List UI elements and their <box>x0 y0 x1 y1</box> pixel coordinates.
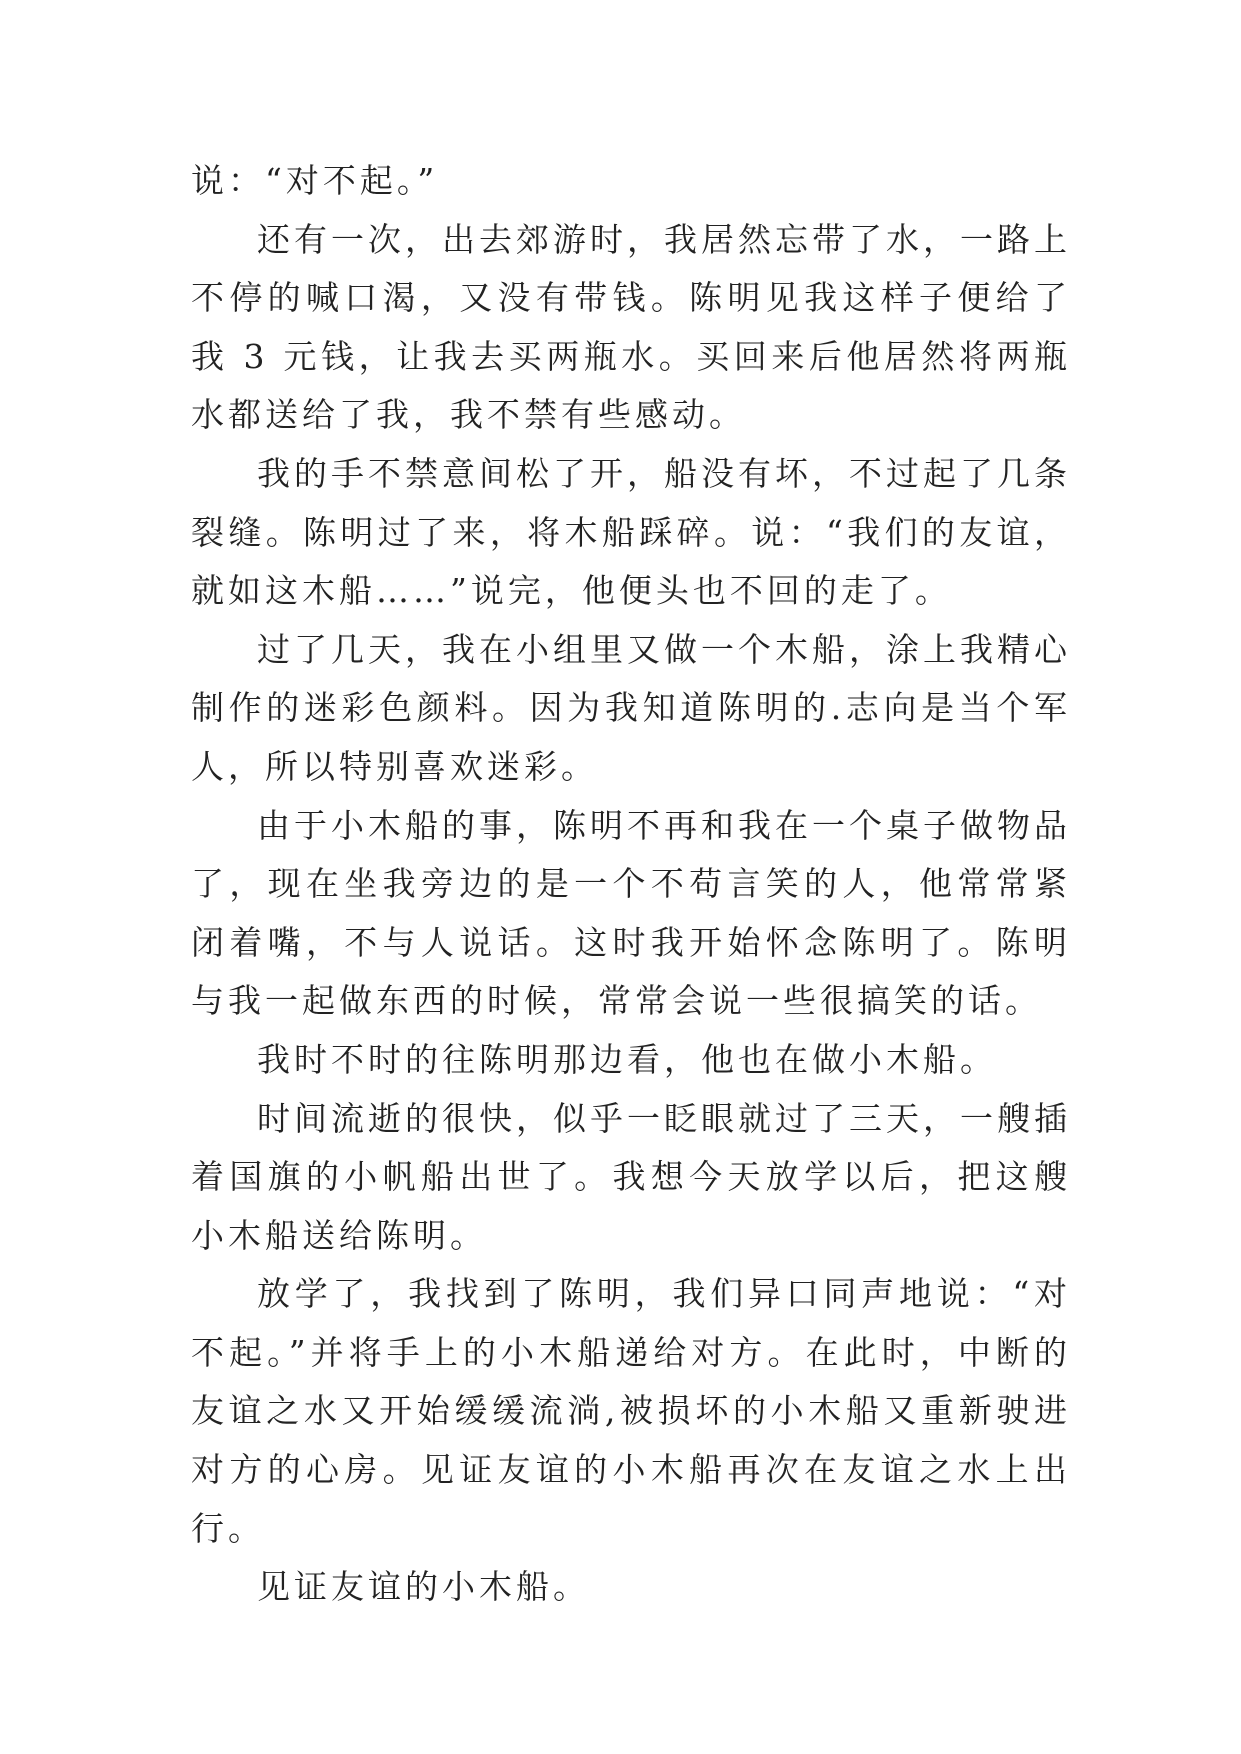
paragraph: 放学了，我找到了陈明，我们异口同声地说：“对不起。”并将手上的小木船递给对方。在此时，中断的友谊之水又开始缓缓流淌,被损坏的小木船又重新驶进对方的心房。见证友谊的小木船再次在友谊之水上出行。 <box>191 1274 1071 1548</box>
paragraph: 我时不时的往陈明那边看，他也在做小木船。 <box>257 1039 997 1079</box>
paragraph: 时间流逝的很快，似乎一眨眼就过了三天，一艘插着国旗的小帆船出世了。我想今天放学以后，把这艘小木船送给陈明。 <box>191 1098 1071 1255</box>
paragraph: 说：“对不起。” <box>191 161 439 200</box>
paragraph: 我的手不禁意间松了开，船没有坏，不过起了几条裂缝。陈明过了来，将木船踩碎。说：“我们的友谊，就如这木船……”说完，他便头也不回的走了。 <box>191 453 1071 611</box>
paragraph: 还有一次，出去郊游时，我居然忘带了水，一路上不停的喊口渴，又没有带钱。陈明见我这样子便给了我 3 元钱，让我去买两瓶水。买回来后他居然将两瓶水都送给了我，我不禁有些感动。 <box>191 219 1071 435</box>
paragraph: 见证友谊的小木船。 <box>257 1567 590 1607</box>
paragraph: 由于小木船的事，陈明不再和我在一个桌子做物品了，现在坐我旁边的是一个不苟言笑的人，他常常紧闭着嘴，不与人说话。这时我开始怀念陈明了。陈明与我一起做东西的时候，常常会说一些很搞笑的话。 <box>191 805 1071 1021</box>
article-body <box>191 152 1071 1617</box>
paragraph: 过了几天，我在小组里又做一个木船，涂上我精心制作的迷彩色颜料。因为我知道陈明的.志向是当个军人，所以特别喜欢迷彩。 <box>191 629 1071 786</box>
